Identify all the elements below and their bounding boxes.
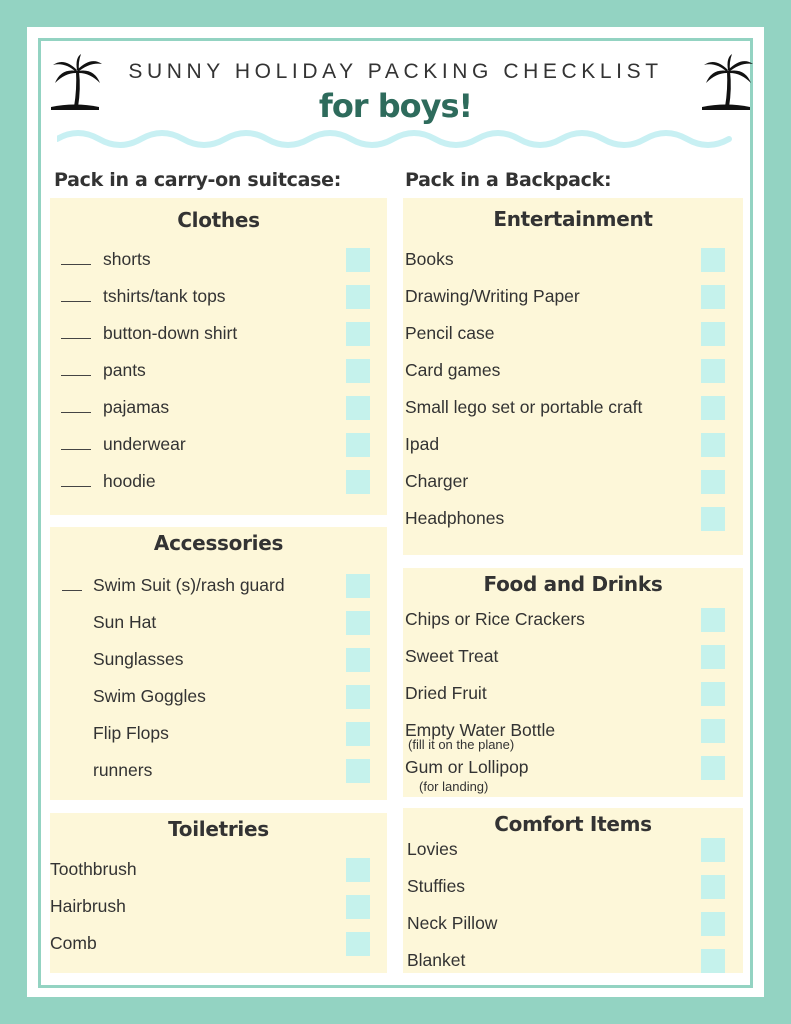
list-item [403, 838, 743, 864]
item-label: Books [405, 249, 454, 269]
section-title: Clothes [177, 208, 260, 232]
section-title: Food and Drinks [483, 572, 663, 596]
checkbox[interactable] [346, 285, 370, 309]
list-item [50, 648, 387, 674]
checkbox[interactable] [701, 645, 725, 669]
list-item [50, 574, 387, 600]
page-title: SUNNY HOLIDAY PACKING CHECKLIST [128, 60, 663, 83]
item-label: hoodie [103, 471, 156, 491]
checkbox[interactable] [346, 322, 370, 346]
item-label: Blanket [407, 950, 466, 970]
wave-divider [57, 123, 737, 155]
list-item [50, 396, 387, 422]
checkbox[interactable] [701, 248, 725, 272]
checkbox[interactable] [701, 507, 725, 531]
item-label: Headphones [405, 508, 505, 528]
checkbox[interactable] [701, 912, 725, 936]
item-label: tshirts/tank tops [103, 286, 226, 306]
list-item [403, 433, 743, 459]
checkbox[interactable] [701, 359, 725, 383]
checkbox[interactable] [346, 759, 370, 783]
checkbox[interactable] [346, 359, 370, 383]
item-label: Flip Flops [93, 723, 169, 743]
checkbox[interactable] [701, 875, 725, 899]
item-label: pants [103, 360, 146, 380]
item-label: Neck Pillow [407, 913, 498, 933]
checkbox[interactable] [701, 396, 725, 420]
list-item [403, 682, 743, 708]
item-label: Sun Hat [93, 612, 157, 632]
list-item [50, 685, 387, 711]
section-title: Comfort Items [494, 812, 652, 836]
food-and-drinks-section [403, 568, 743, 797]
list-item [50, 433, 387, 459]
section-title: Accessories [153, 531, 284, 555]
item-label: Gum or Lollipop [405, 757, 529, 777]
checkbox[interactable] [346, 574, 370, 598]
checkbox[interactable] [346, 648, 370, 672]
clothes-section [50, 198, 387, 515]
list-item [403, 507, 743, 533]
item-label: Toothbrush [50, 859, 137, 879]
list-item [403, 645, 743, 671]
write-in-blank [61, 412, 91, 413]
list-item [403, 608, 743, 634]
list-item [50, 470, 387, 496]
checkbox[interactable] [701, 949, 725, 973]
item-label: Dried Fruit [405, 683, 487, 703]
list-item [403, 359, 743, 385]
checkbox[interactable] [346, 858, 370, 882]
item-note: (for landing) [419, 779, 489, 794]
checkbox[interactable] [346, 433, 370, 457]
checkbox[interactable] [346, 611, 370, 635]
write-in-blank [61, 301, 91, 302]
list-item [50, 322, 387, 348]
right-column-heading: Pack in a Backpack: [405, 169, 612, 191]
checkbox[interactable] [346, 470, 370, 494]
checkbox[interactable] [701, 608, 725, 632]
checkbox[interactable] [701, 838, 725, 862]
write-in-blank [62, 590, 82, 591]
list-item [403, 248, 743, 274]
checkbox[interactable] [701, 322, 725, 346]
list-item [50, 895, 387, 921]
item-label: runners [93, 760, 153, 780]
write-in-blank [61, 264, 91, 265]
comfort-items-section [403, 808, 743, 973]
list-item [403, 396, 743, 422]
checkbox[interactable] [701, 285, 725, 309]
checkbox[interactable] [346, 722, 370, 746]
checkbox[interactable] [701, 470, 725, 494]
checkbox[interactable] [701, 756, 725, 780]
write-in-blank [61, 449, 91, 450]
page-subtitle: for boys! [318, 87, 473, 125]
item-label: Hairbrush [50, 896, 126, 916]
list-item [50, 359, 387, 385]
list-item [50, 248, 387, 274]
item-label: button-down shirt [103, 323, 238, 343]
item-label: Lovies [407, 839, 458, 859]
write-in-blank [61, 338, 91, 339]
list-item [403, 285, 743, 311]
checklist-page [27, 27, 764, 997]
list-item [50, 858, 387, 884]
left-column-heading: Pack in a carry-on suitcase: [54, 169, 342, 191]
item-label: Charger [405, 471, 469, 491]
item-label: Swim Suit (s)/rash guard [93, 575, 285, 595]
list-item [403, 470, 743, 496]
section-title: Toiletries [168, 817, 269, 841]
checkbox[interactable] [701, 433, 725, 457]
checkbox[interactable] [346, 685, 370, 709]
checkbox[interactable] [701, 719, 725, 743]
list-item [50, 285, 387, 311]
list-item [403, 322, 743, 348]
write-in-blank [61, 375, 91, 376]
item-label: Ipad [405, 434, 440, 454]
checkbox[interactable] [346, 895, 370, 919]
item-label: Empty Water Bottle [405, 720, 556, 740]
write-in-blank [61, 486, 91, 487]
list-item [403, 875, 743, 901]
item-label: Card games [405, 360, 501, 380]
item-label: Drawing/Writing Paper [405, 286, 580, 306]
entertainment-section [403, 198, 743, 555]
item-label: shorts [103, 249, 151, 269]
item-label: Sweet Treat [405, 646, 499, 666]
list-item [50, 932, 387, 958]
item-note: (fill it on the plane) [408, 737, 515, 752]
item-label: Pencil case [405, 323, 495, 343]
checkbox[interactable] [346, 396, 370, 420]
toiletries-section [50, 813, 387, 973]
checkbox[interactable] [701, 682, 725, 706]
list-item [403, 912, 743, 938]
list-item [50, 722, 387, 748]
checkbox[interactable] [346, 932, 370, 956]
item-label: Sunglasses [93, 649, 184, 669]
list-item [50, 611, 387, 637]
section-title: Entertainment [493, 207, 653, 231]
item-label: pajamas [103, 397, 170, 417]
item-label: Chips or Rice Crackers [405, 609, 585, 629]
item-label: Small lego set or portable craft [405, 397, 643, 417]
item-label: Stuffies [407, 876, 466, 896]
item-label: Swim Goggles [93, 686, 206, 706]
item-label: Comb [50, 933, 97, 953]
list-item [403, 949, 743, 975]
checkbox[interactable] [346, 248, 370, 272]
item-label: underwear [103, 434, 186, 454]
accessories-section [50, 527, 387, 800]
list-item [50, 759, 387, 785]
